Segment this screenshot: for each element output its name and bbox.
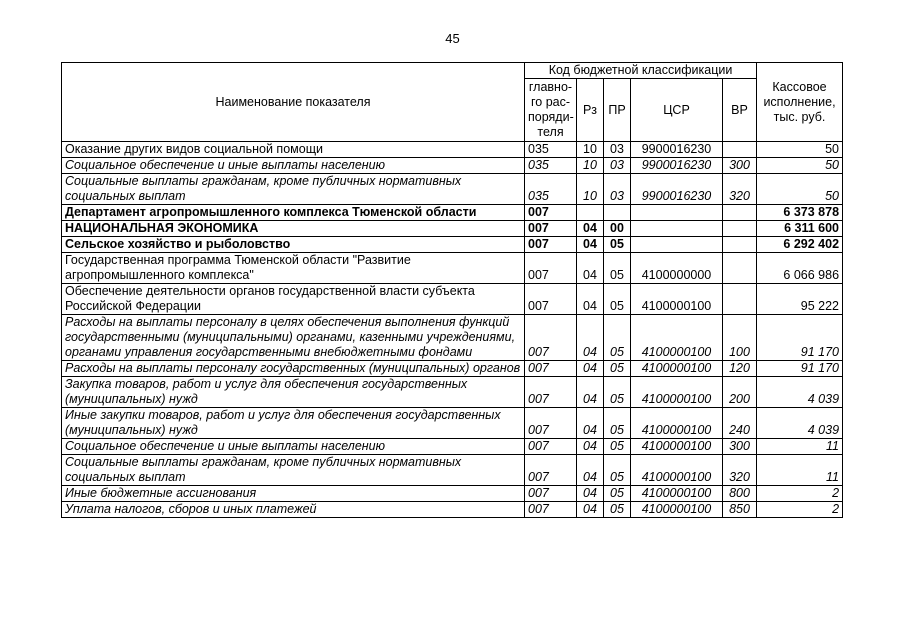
table-row xyxy=(62,158,843,174)
cell-name: Уплата налогов, сборов и иных платежей xyxy=(62,502,525,518)
cell-amount: 50 xyxy=(757,158,843,174)
header-pr: ПР xyxy=(604,79,631,142)
cell-pr: 05 xyxy=(604,439,631,455)
cell-name: Социальные выплаты гражданам, кроме публичных нормативных социальных выплат xyxy=(62,455,525,486)
table-row xyxy=(62,174,843,205)
table-row xyxy=(62,205,843,221)
cell-pr: 05 xyxy=(604,315,631,361)
table-body xyxy=(62,142,843,518)
cell-amount: 4 039 xyxy=(757,377,843,408)
cell-rz: 10 xyxy=(577,142,604,158)
cell-rz xyxy=(577,205,604,221)
cell-vr: 300 xyxy=(723,439,757,455)
table-row xyxy=(62,486,843,502)
cell-name: Социальное обеспечение и иные выплаты населению xyxy=(62,158,525,174)
table-row xyxy=(62,237,843,253)
cell-csr: 9900016230 xyxy=(631,158,723,174)
cell-pr: 03 xyxy=(604,174,631,205)
cell-name: Иные закупки товаров, работ и услуг для обеспечения государственных (муниципальных) нужд xyxy=(62,408,525,439)
cell-admin-code: 007 xyxy=(525,502,577,518)
header-csr: ЦСР xyxy=(631,79,723,142)
cell-vr: 300 xyxy=(723,158,757,174)
cell-vr: 800 xyxy=(723,486,757,502)
cell-amount: 6 373 878 xyxy=(757,205,843,221)
cell-amount: 6 311 600 xyxy=(757,221,843,237)
cell-amount: 6 066 986 xyxy=(757,253,843,284)
cell-vr: 120 xyxy=(723,361,757,377)
cell-rz: 04 xyxy=(577,377,604,408)
table-row xyxy=(62,315,843,361)
cell-amount: 4 039 xyxy=(757,408,843,439)
cell-amount: 95 222 xyxy=(757,284,843,315)
cell-pr: 05 xyxy=(604,486,631,502)
header-name: Наименование показателя xyxy=(62,63,525,142)
cell-admin-code: 007 xyxy=(525,205,577,221)
cell-admin-code: 007 xyxy=(525,284,577,315)
cell-vr: 200 xyxy=(723,377,757,408)
cell-amount: 11 xyxy=(757,439,843,455)
cell-vr: 100 xyxy=(723,315,757,361)
cell-rz: 04 xyxy=(577,237,604,253)
cell-amount: 50 xyxy=(757,174,843,205)
cell-vr xyxy=(723,237,757,253)
header-code-group: Код бюджетной классификации xyxy=(525,63,757,79)
cell-csr: 4100000100 xyxy=(631,455,723,486)
cell-vr xyxy=(723,142,757,158)
cell-vr xyxy=(723,253,757,284)
cell-vr xyxy=(723,221,757,237)
table-row xyxy=(62,455,843,486)
cell-amount: 50 xyxy=(757,142,843,158)
cell-admin-code: 007 xyxy=(525,315,577,361)
cell-amount: 6 292 402 xyxy=(757,237,843,253)
cell-pr: 05 xyxy=(604,502,631,518)
cell-name: Иные бюджетные ассигнования xyxy=(62,486,525,502)
cell-rz: 10 xyxy=(577,158,604,174)
table-row xyxy=(62,408,843,439)
cell-csr: 4100000100 xyxy=(631,439,723,455)
cell-rz: 04 xyxy=(577,284,604,315)
cell-admin-code: 007 xyxy=(525,439,577,455)
cell-rz: 04 xyxy=(577,486,604,502)
cell-pr xyxy=(604,205,631,221)
cell-csr: 4100000100 xyxy=(631,315,723,361)
table-row xyxy=(62,284,843,315)
cell-csr: 4100000100 xyxy=(631,377,723,408)
cell-name: Социальные выплаты гражданам, кроме публичных нормативных социальных выплат xyxy=(62,174,525,205)
cell-name: НАЦИОНАЛЬНАЯ ЭКОНОМИКА xyxy=(62,221,525,237)
table-row xyxy=(62,502,843,518)
cell-amount: 2 xyxy=(757,502,843,518)
cell-amount: 91 170 xyxy=(757,315,843,361)
cell-name: Государственная программа Тюменской области "Развитие агропромышленного комплекса" xyxy=(62,253,525,284)
cell-rz: 04 xyxy=(577,439,604,455)
header-amount: Кассовое исполнение, тыс. руб. xyxy=(757,63,843,142)
cell-name: Сельское хозяйство и рыболовство xyxy=(62,237,525,253)
cell-pr: 05 xyxy=(604,377,631,408)
cell-pr: 05 xyxy=(604,361,631,377)
cell-csr: 9900016230 xyxy=(631,142,723,158)
cell-csr: 4100000100 xyxy=(631,361,723,377)
cell-admin-code: 035 xyxy=(525,174,577,205)
table-row xyxy=(62,439,843,455)
budget-table xyxy=(61,62,843,518)
table-row xyxy=(62,142,843,158)
cell-admin-code: 035 xyxy=(525,142,577,158)
cell-pr: 05 xyxy=(604,237,631,253)
cell-csr xyxy=(631,205,723,221)
cell-csr: 4100000100 xyxy=(631,408,723,439)
cell-amount: 91 170 xyxy=(757,361,843,377)
page-number: 45 xyxy=(445,31,460,46)
cell-admin-code: 007 xyxy=(525,253,577,284)
cell-admin-code: 035 xyxy=(525,158,577,174)
table-row xyxy=(62,253,843,284)
cell-pr: 05 xyxy=(604,455,631,486)
cell-csr xyxy=(631,237,723,253)
table-row xyxy=(62,361,843,377)
cell-amount: 11 xyxy=(757,455,843,486)
cell-csr xyxy=(631,221,723,237)
table-row xyxy=(62,221,843,237)
cell-admin-code: 007 xyxy=(525,377,577,408)
cell-name: Расходы на выплаты персоналу в целях обеспечения выполнения функций государственными (муниципальными) органами, казенными учреждениями, органами управления государственными внебюджетными фондами xyxy=(62,315,525,361)
cell-admin-code: 007 xyxy=(525,408,577,439)
cell-name: Закупка товаров, работ и услуг для обеспечения государственных (муниципальных) нужд xyxy=(62,377,525,408)
cell-admin-code: 007 xyxy=(525,486,577,502)
cell-vr: 240 xyxy=(723,408,757,439)
cell-rz: 10 xyxy=(577,174,604,205)
cell-vr: 320 xyxy=(723,455,757,486)
cell-rz: 04 xyxy=(577,315,604,361)
cell-vr: 320 xyxy=(723,174,757,205)
cell-rz: 04 xyxy=(577,221,604,237)
cell-admin-code: 007 xyxy=(525,455,577,486)
cell-csr: 4100000100 xyxy=(631,486,723,502)
cell-csr: 4100000000 xyxy=(631,253,723,284)
cell-admin-code: 007 xyxy=(525,221,577,237)
cell-pr: 05 xyxy=(604,284,631,315)
header-rz: Рз xyxy=(577,79,604,142)
cell-rz: 04 xyxy=(577,455,604,486)
cell-name: Оказание других видов социальной помощи xyxy=(62,142,525,158)
cell-vr: 850 xyxy=(723,502,757,518)
cell-pr: 05 xyxy=(604,253,631,284)
cell-name: Социальное обеспечение и иные выплаты населению xyxy=(62,439,525,455)
cell-vr xyxy=(723,205,757,221)
header-vr: ВР xyxy=(723,79,757,142)
cell-name: Расходы на выплаты персоналу государственных (муниципальных) органов xyxy=(62,361,525,377)
cell-name: Департамент агропромышленного комплекса Тюменской области xyxy=(62,205,525,221)
header-admin: главно- го рас- поряди- теля xyxy=(525,79,577,142)
cell-csr: 4100000100 xyxy=(631,502,723,518)
cell-vr xyxy=(723,284,757,315)
cell-name: Обеспечение деятельности органов государственной власти субъекта Российской Федерации xyxy=(62,284,525,315)
cell-admin-code: 007 xyxy=(525,237,577,253)
cell-pr: 03 xyxy=(604,158,631,174)
cell-rz: 04 xyxy=(577,361,604,377)
cell-rz: 04 xyxy=(577,408,604,439)
cell-csr: 9900016230 xyxy=(631,174,723,205)
table-row xyxy=(62,377,843,408)
cell-pr: 03 xyxy=(604,142,631,158)
cell-pr: 00 xyxy=(604,221,631,237)
cell-pr: 05 xyxy=(604,408,631,439)
cell-amount: 2 xyxy=(757,486,843,502)
cell-admin-code: 007 xyxy=(525,361,577,377)
cell-rz: 04 xyxy=(577,253,604,284)
cell-rz: 04 xyxy=(577,502,604,518)
cell-csr: 4100000100 xyxy=(631,284,723,315)
